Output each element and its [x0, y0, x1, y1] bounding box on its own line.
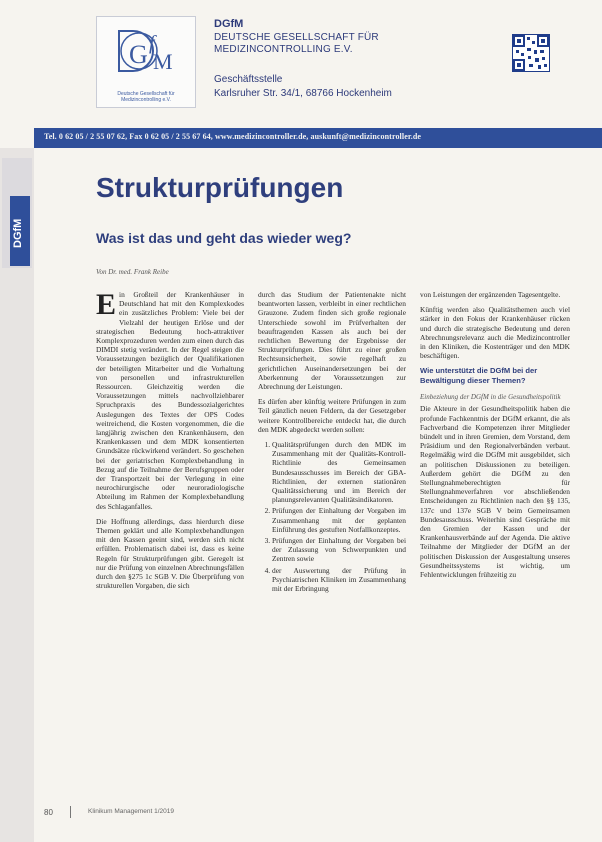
dgfm-logo	[96, 16, 196, 108]
footer-divider	[70, 806, 71, 818]
svg-text:M: M	[153, 49, 173, 74]
office-address: Karlsruher Str. 34/1, 68766 Hockenheim	[214, 88, 392, 99]
section-heading: Wie unterstützt die DGfM bei der Bewältigung dieser Themen?	[420, 366, 538, 385]
logo-caption: Deutsche Gesellschaft für Medizincontrolling e.V.	[117, 91, 175, 103]
column-3-paragraph-3: Die Akteure in der Gesundheitspolitik haben die profunde Fachkenntnis der DGfM erkannt, die als Fachverband die Kompetenzen ihrer Mitglieder bündelt und in ihren Gremien, dem Vorstand, dem Präsidium und den Regionalverbänden verbaut. Regelmäßig wird die DGfM mit ausgebildet, sich an politischen Diskussionen zu beteiligen. Außerdem gehört die DGfM zu den Stellungnahmeberechtigten für Stellungnahmeverfahren vor abschließenden Entscheidungen zu Richtlinien nach den §§ 135, 137c und 137e SGB V beim Gemeinsamen Bundesausschuss. Weiterhin sind Gespräche mit den Gremien der Kassen und der Krankenhausverbände auf der Agenda. Die aktive Teilnahme der Mitglieder der DGfM an der politischen Diskussion der Ausgestaltung unseres Gesundheitssystems ist wichtig, um Fehlentwicklungen frühzeitig zu	[420, 404, 570, 580]
column-3-paragraph-2: Künftig werden also Qualitätsthemen auch viel stärker in den Fokus der Krankenhäuser rücken und durch die strategische Bedeutung und deren Abrechnungsrelevanz auch die Medizincontroller in den Kliniken, die Kostenträger und den MDK beschäftigen.	[420, 305, 570, 361]
svg-text:G: G	[129, 40, 148, 69]
list-item: 3. Prüfungen der Einhaltung der Vorgaben bei der Zulassung von Schwerpunkten und Zentren sowie	[272, 536, 406, 564]
article-column-2	[258, 290, 406, 595]
org-name-line2: MEDIZINCONTROLLING E.V.	[214, 44, 353, 55]
section-subheading: Einbeziehung der DGfM in die Gesundheitspolitik	[420, 393, 561, 402]
org-name	[214, 32, 454, 56]
org-name-line1: DEUTSCHE GESELLSCHAFT FÜR	[214, 32, 379, 43]
contact-text: Tel. 0 62 05 / 2 55 07 62, Fax 0 62 05 / 2 55 67 64, www.medizincontroller.de, auskunft@medizincontroller.de	[44, 132, 422, 141]
dgfm-logo-icon	[105, 23, 185, 87]
list-item: 2. Prüfungen der Einhaltung der Vorgaben im Zusammenhang mit der geplanten Einführung des gestuften Notfallkonzeptes.	[272, 506, 406, 534]
column-1-paragraph-1	[96, 290, 244, 511]
list-item: 1. Qualitätsprüfungen durch den MDK im Zusammenhang mit der Qualitäts-Kontroll-Richtlinie des Gemeinsamen Bundesausschusses im Bereich der GBA-Richtlinien, der externen stationären Qualitätssicherung und im Bereich der planungsrelevanten Qualitätsindikatoren.	[272, 440, 406, 504]
page-number: 80	[44, 808, 53, 817]
section-tab-label: DGfM	[12, 218, 24, 248]
svg-text:f: f	[149, 32, 155, 54]
article-column-3	[420, 290, 570, 585]
review-types-list	[258, 440, 406, 593]
column-2-paragraph-2: Es dürfen aber künftig weitere Prüfungen in zum Teil gänzlich neuen Feldern, da der Gesetzgeber weitere Kontrollbereiche entdeckt hat, die durch den MDK abgedeckt werden sollen:	[258, 397, 406, 434]
column-1-paragraph-2: Die Hoffnung allerdings, dass hierdurch diese Themen geklärt und alle Komplexbehandlungen mit den Kassen geeint sind, werden sich nicht erfüllen. Problematisch dabei ist, dass es keine Regeln für Strukturprüfungen gibt. Geregelt ist nur die Prüfung von einzelnen Abrechnungsfällen durch den §275 1c SGB V. Die Überprüfung von strukturellen Vorgaben, die sich	[96, 516, 244, 591]
list-item: 4. der Auswertung der Prüfung in Psychiatrischen Kliniken im Zusammenhang mit der Erbringung	[272, 566, 406, 594]
article-subtitle: Was ist das und geht das wieder weg?	[96, 230, 352, 246]
column-3-paragraph-1: von Leistungen der ergänzenden Tagesentgelte.	[420, 290, 561, 299]
column-2-paragraph-1: durch das Studium der Patientenakte nicht beantworten lassen, verbleibt in einer rechtlichen Grauzone. Zudem finden sich große regionale Unterschiede sowohl im Prüfverhalten der beauftragenden Kassen als auch bei der rechtlichen Bewertung der Ergebnisse der Strukturprüfungen. Dies führt zu einer großen Rechtsunsicherheit, sowie regelhaft zu gerichtlichen Auseinandersetzungen bei der Aberkennung der Voraussetzungen zur Abrechnung der Leistungen.	[258, 290, 406, 392]
article-title: Strukturprüfungen	[96, 172, 344, 203]
contact-bar	[34, 128, 602, 148]
office-label: Geschäftsstelle	[214, 74, 283, 85]
org-abbreviation: DGfM	[214, 18, 244, 30]
qr-code-icon	[512, 34, 550, 72]
drop-cap: E	[96, 288, 117, 321]
journal-name: Klinikum Management 1/2019	[88, 808, 174, 815]
article-column-1	[96, 290, 244, 597]
article-byline: Von Dr. med. Frank Reibe	[96, 268, 169, 276]
column-1-paragraph-1-text: in Großteil der Krankenhäuser in Deutschland hat mit den Komplexkodes ein zusätzliches Problem: Viele bei der Vielzahl der heutigen Erlöse und der strategischen Bedeutung hoch-attraktiver Komplexprozeduren werden zum einen durch das DIMDI stetig verändert. In der Regel steigen die Voraussetzungen bezüglich der Qualifikationen der beteiligten Mitarbeiter und die Vorhaltung von personellen und infrastrukturellen Ressourcen. Gleichzeitig werden die Voraussetzungen mittels nachvollziehbarer Spruchpraxis des Bundessozialgerichtes Auslegungen des Textes der OPS Codes weitreichend, die Kosten vorgenommen, die die langjährig zwischen den Krankenhäusern, den Krankenkassen und dem MDK konsentierten Grundsätze rückwirkend verändert. So geschehen bei der geriatrischen Komplexbehandlung in Bezug auf die Teilnahme der Berufsgruppen oder der Transportzeit bei der Verlegung in eine neurochirurgische oder neuroradiologische Abteilung im Rahmen der Komplexbehandlung des Schlaganfalles.	[96, 290, 244, 511]
section-tab	[10, 196, 30, 266]
